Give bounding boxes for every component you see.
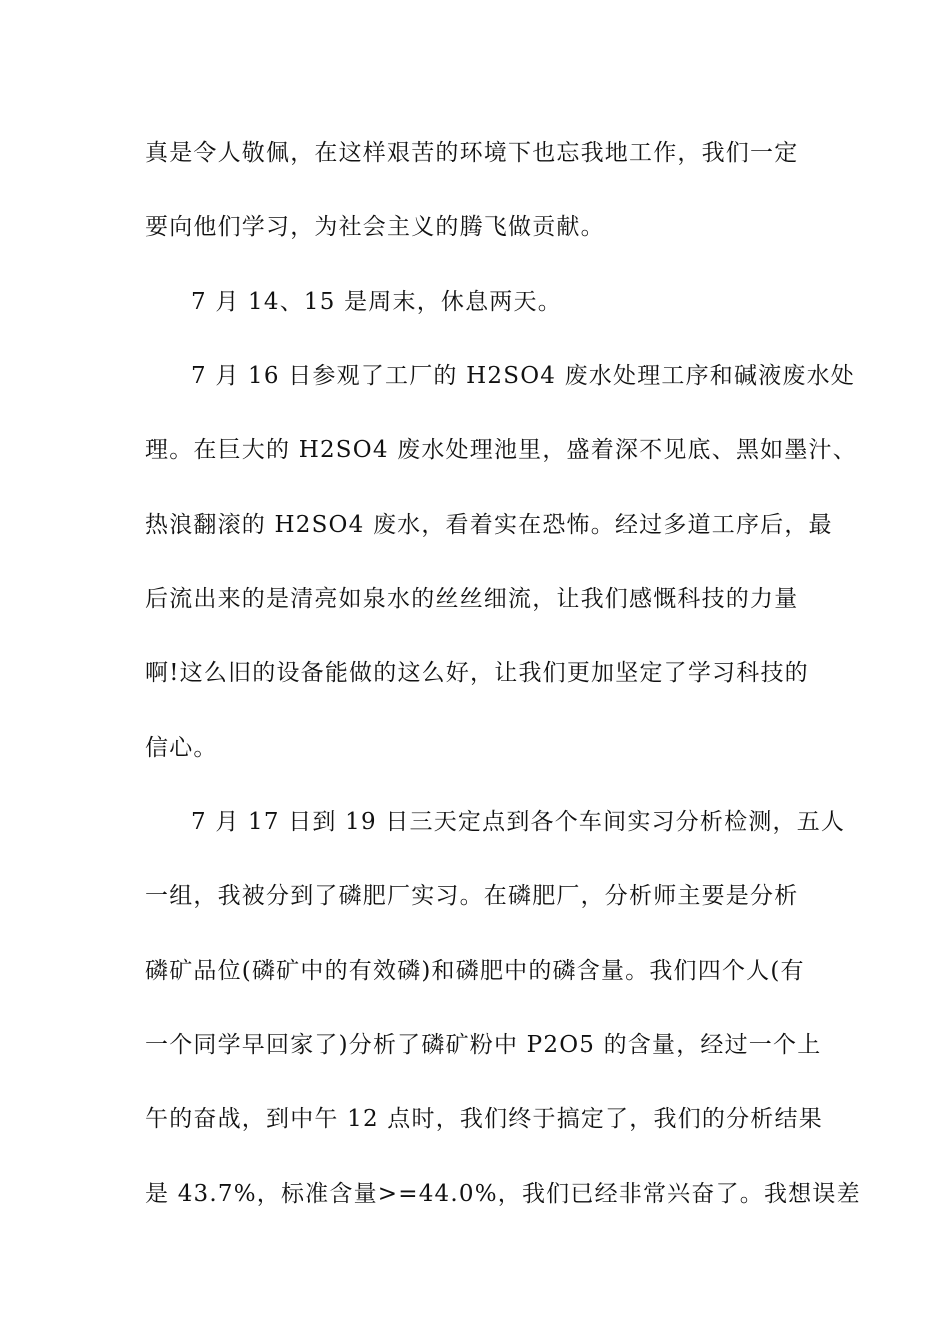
- paragraph-first-line: 7 月 14、15 是周末，休息两天。: [191, 289, 562, 315]
- text-line: 是 43.7%，标准含量>=44.0%，我们已经非常兴奋了。我想误差: [145, 1181, 861, 1207]
- text-line: 一组，我被分到了磷肥厂实习。在磷肥厂，分析师主要是分析: [145, 883, 799, 909]
- text-line: 热浪翻滚的 H2SO4 废水，看着实在恐怖。经过多道工序后，最: [145, 512, 833, 538]
- text-line: 一个同学早回家了)分析了磷矿粉中 P2O5 的含量，经过一个上: [145, 1032, 822, 1058]
- text-line: 午的奋战，到中午 12 点时，我们终于搞定了，我们的分析结果: [145, 1106, 823, 1132]
- text-line: 要向他们学习，为社会主义的腾飞做贡献。: [145, 214, 605, 240]
- text-line: 后流出来的是清亮如泉水的丝丝细流，让我们感慨科技的力量: [145, 586, 799, 612]
- text-line: 真是令人敬佩，在这样艰苦的环境下也忘我地工作，我们一定: [145, 140, 799, 166]
- text-line: 啊!这么旧的设备能做的这么好，让我们更加坚定了学习科技的: [145, 660, 809, 686]
- paragraph-first-line: 7 月 16 日参观了工厂的 H2SO4 废水处理工序和碱液废水处: [191, 363, 855, 389]
- text-line: 磷矿品位(磷矿中的有效磷)和磷肥中的磷含量。我们四个人(有: [145, 958, 805, 984]
- text-line: 理。在巨大的 H2SO4 废水处理池里，盛着深不见底、黑如墨汁、: [145, 437, 857, 463]
- paragraph-first-line: 7 月 17 日到 19 日三天定点到各个车间实习分析检测，五人: [191, 809, 846, 835]
- text-line: 信心。: [145, 735, 218, 761]
